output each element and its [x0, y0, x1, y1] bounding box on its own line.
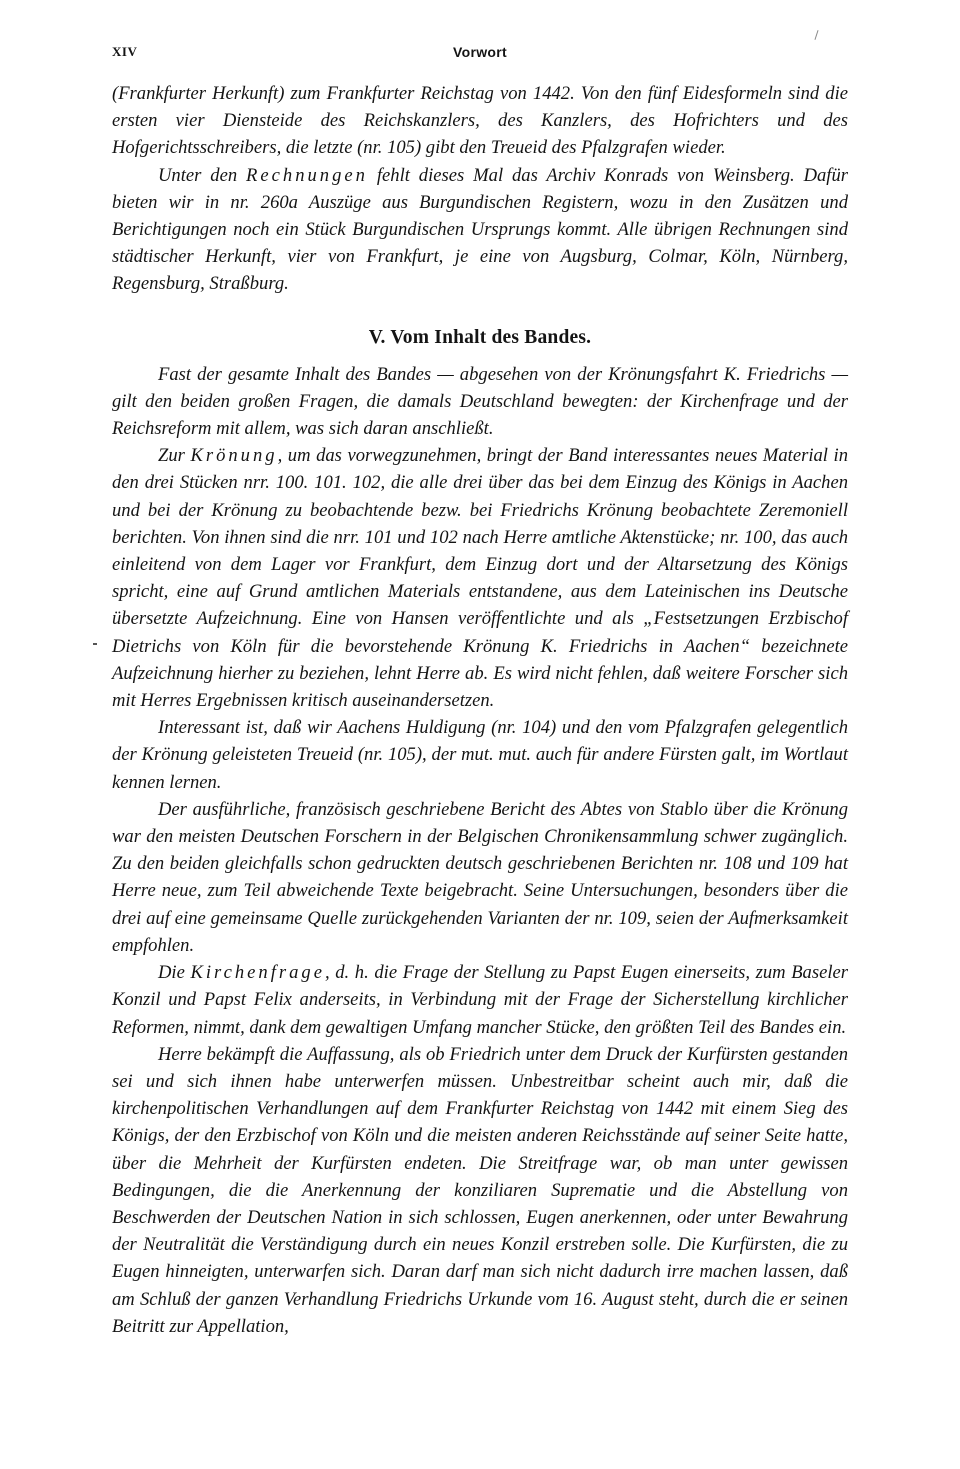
paragraph-2-pre: Unter den — [158, 164, 247, 186]
paragraph-4-pre: Zur — [158, 445, 191, 467]
margin-mark — [93, 643, 97, 645]
paragraph-6: Der ausführliche, französisch geschriebene Bericht des Abtes von Stablo über die Krönung war den meisten Deutschen Forschern in der Belgischen Chronikensammlung schwer zugänglich. Zu den beiden gleichfalls schon gedruckten deutsch geschriebenen Berichten nr. 108 und 109 hat Herre neue, zum Teil abweichende Texte beigebracht. Seine Untersuchungen, besonders über die drei auf eine gemeinsame Quelle zurückgehenden Varianten der nr. 109, seien der Aufmerksamkeit empfohlen. — [112, 798, 848, 956]
spaced-term-kroenung: Krönung — [190, 445, 278, 467]
running-head — [112, 44, 848, 66]
paragraph-4 — [112, 442, 848, 714]
scan-mark — [814, 30, 818, 40]
spaced-term-rechnungen: Rechnungen — [246, 164, 368, 186]
paragraph-4-post: , um das vorwegzunehmen, bringt der Band interessantes neues Material in den drei Stücken nrr. 100. 101. 102, die alle drei über das bei dem Einzug des Königs in Aachen und bei der Krönung zu beobachtende bezw. bei Friedrichs Krönung beobachtete Zeremoniell berichten. Von ihnen sind die nrr. 101 und 102 nach Herre amtliche Aktenstücke; nr. 100, das auch einleitend von dem Lager vor Frankfurt, dem Einzug dort und der Altarsetzung des Königs spricht, eine auf Grund amtlichen Materials entstandene, aus dem Lateinischen ins Deutsche übersetzte Aufzeichnung. Eine von Hansen veröffentlichte und als „Festsetzungen Erzbischof Dietrichs von Köln für die bevorstehende Krönung K. Friedrichs in Aachen“ bezeichnete Aufzeichnung hierher zu beziehen, lehnt Herre ab. Es wird nicht fehlen, daß weitere Forscher sich mit Herres Ergebnissen kritisch auseinandersetzen. — [112, 445, 848, 712]
paragraph-2 — [112, 162, 848, 298]
paragraph-7-post: , d. h. die Frage der Stellung zu Papst Eugen einerseits, zum Baseler Konzil und Papst Felix anderseits, in Verbindung mit der Frage der Sicherstellung kirchlicher Reformen, nimmt, dank dem gewaltigen Umfang mancher Stücke, den größten Teil des Bandes ein. — [112, 962, 848, 1038]
paragraph-7 — [112, 959, 848, 1041]
paragraph-2-post: fehlt dieses Mal das Archiv Konrads von Weinsberg. Dafür bieten wir in nr. 260a Auszüge aus Burgundischen Registern, wozu in den Zusätzen und Berichtigungen noch ein Stück Burgundischen Ursprungs kommt. Alle übrigen Rechnungen sind städtischer Herkunft, vier von Frankfurt, je eine von Augsburg, Colmar, Köln, Nürnberg, Regensburg, Straßburg. — [112, 164, 848, 295]
paragraph-3: Fast der gesamte Inhalt des Bandes — abgesehen von der Krönungsfahrt K. Friedrichs — gilt den beiden großen Fragen, die damals Deutschland bewegten: der Kirchenfrage und der Reichsreform mit allem, was sich daran anschließt. — [112, 363, 848, 440]
spaced-term-kirchenfrage: Kirchenfrage — [190, 962, 325, 984]
paragraph-8: Herre bekämpft die Auffassung, als ob Friedrich unter dem Druck der Kurfürsten gestanden sei und sich ihnen habe unterwerfen müssen. Unbestreitbar scheint auch mir, daß die kirchenpolitischen Verhandlungen auf dem Frankfurter Reichstag von 1442 mit einem Sieg des Königs, der den Erzbischof von Köln und die meisten anderen Reichsstände auf seiner Seite hatte, über die Mehrheit der Kurfürsten endeten. Die Streitfrage war, ob man unter gewissen Bedingungen, die die Anerkennung der konziliaren Suprematie und die Abstellung von Beschwerden der Deutschen Nation in sich schlossen, Eugen anerkennen, oder unter Bewahrung der Neutralität die Verständigung durch ein neues Konzil erstreben solle. Die Kurfürsten, die zu Eugen hinneigten, unterwarfen sich. Daran darf man sich nicht dadurch irre machen lassen, daß am Schluß der ganzen Verhandlung Friedrichs Urkunde vom 16. August steht, durch die er seinen Beitritt zur Appellation, — [112, 1043, 848, 1337]
paragraph-7-pre: Die — [158, 962, 191, 984]
body-text — [112, 80, 848, 1340]
paragraph-1: (Frankfurter Herkunft) zum Frankfurter Reichstag von 1442. Von den fünf Eidesformeln sind die ersten vier Diensteide des Reichskanzlers, des Kanzlers, des Hofrichters und des Hofgerichtsschreibers, die letzte (nr. 105) gibt den Treueid des Pfalzgrafen wieder. — [112, 83, 848, 159]
paragraph-5: Interessant ist, daß wir Aachens Huldigung (nr. 104) und den vom Pfalzgrafen gelegentlich der Krönung geleisteten Treueid (nr. 105), der mut. mut. auch für andere Fürsten galt, im Wortlaut kennen lernen. — [112, 717, 848, 793]
running-title: Vorwort — [453, 44, 507, 60]
page-number: XIV — [112, 44, 138, 59]
section-heading: V. Vom Inhalt des Bandes. — [368, 326, 592, 348]
